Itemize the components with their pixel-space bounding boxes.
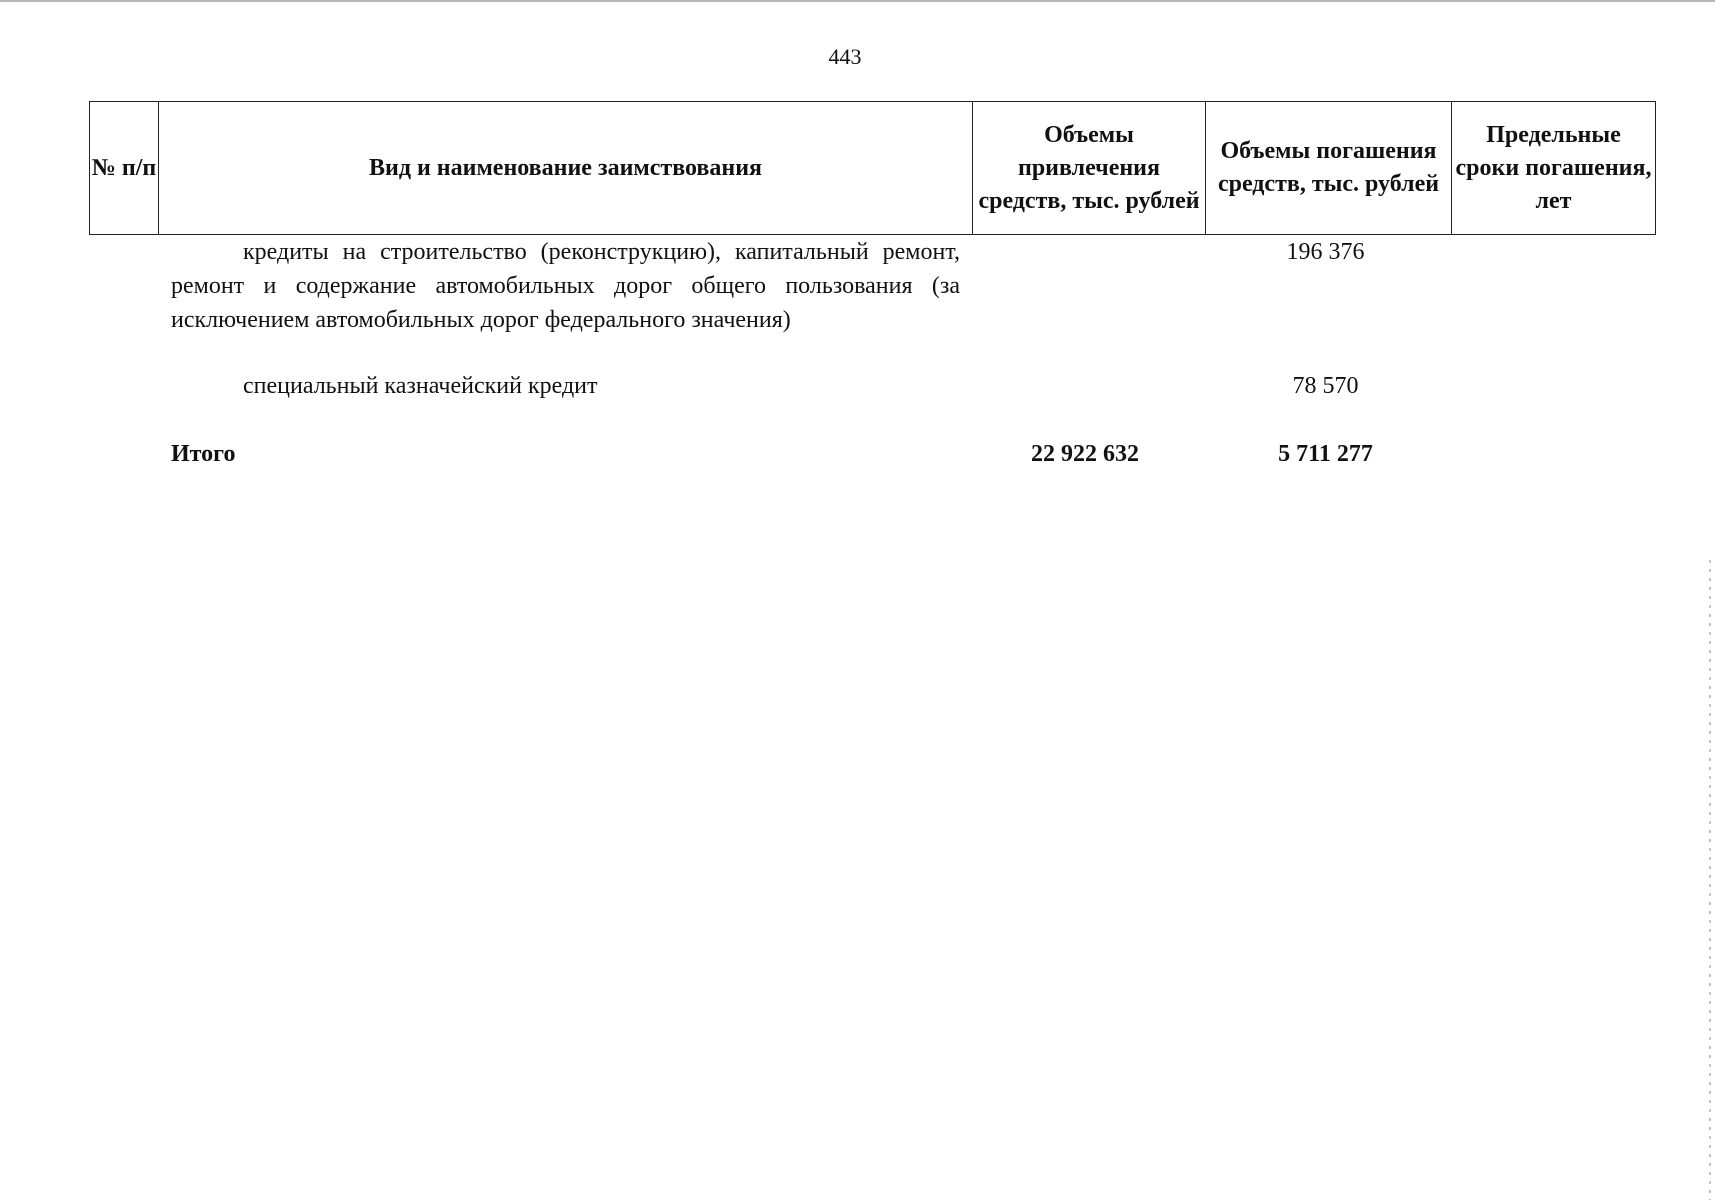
row-treasury-credit-name: специальный казначейский кредит [243,373,598,399]
total-label: Итого [171,441,236,467]
row-road-credits-outflow: 196 376 [1286,239,1365,265]
top-border-line [0,0,1715,2]
header-inflow-volume: Объемы привлечения средств, тыс. рублей [973,102,1206,235]
header-borrowing-type: Вид и наименование заимствования [159,102,973,235]
row-treasury-credit-outflow: 78 570 [1292,373,1359,399]
total-outflow: 5 711 277 [1278,441,1373,467]
total-inflow: 22 922 632 [1031,441,1139,467]
page-number: 443 [828,44,862,69]
scan-edge-artifact [1709,560,1711,1200]
row-road-credits-name: кредиты на строительство (реконструкцию), капитальный ремонт, ремонт и содержание автомобильных дорог общего пользования (за исключением автомобильных дорог федерального значения) [171,239,960,333]
header-row [90,102,1656,235]
borrowings-table-header [89,101,1656,235]
header-repayment-term: Предельные сроки погашения, лет [1452,102,1656,235]
header-outflow-volume: Объемы погашения средств, тыс. рублей [1206,102,1452,235]
header-number: № п/п [90,102,159,235]
